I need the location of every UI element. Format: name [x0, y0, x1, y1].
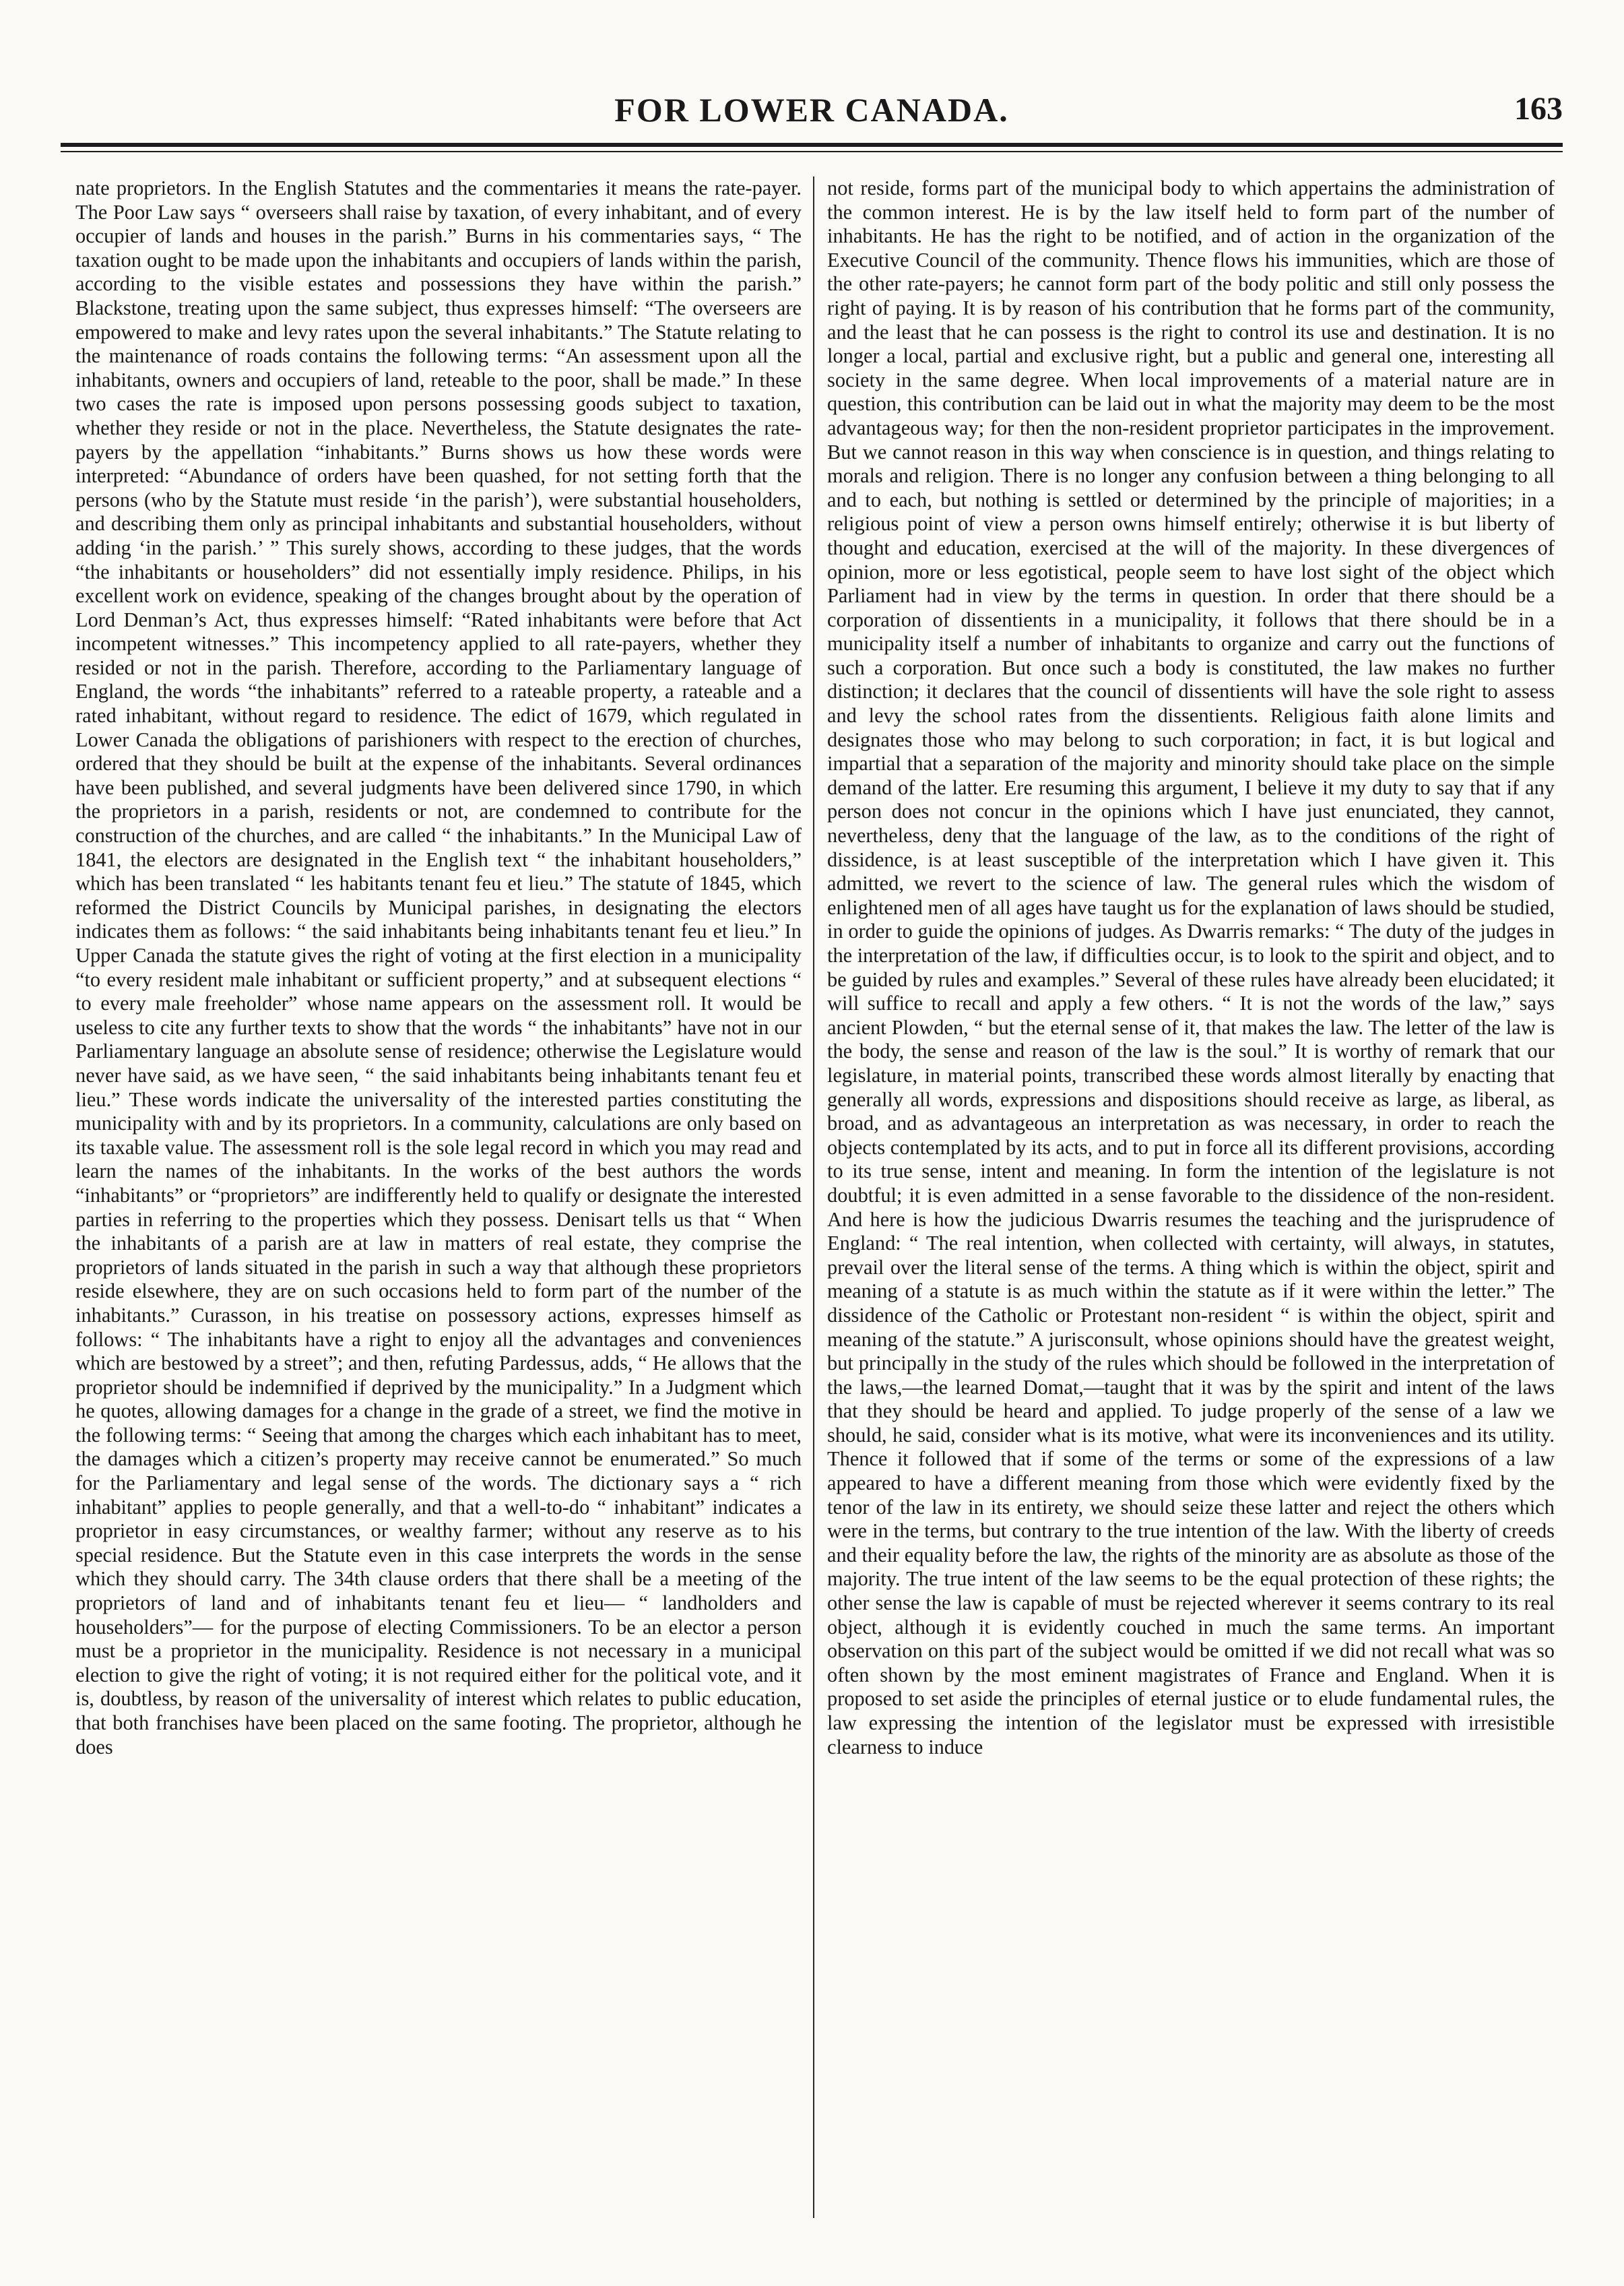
page-header — [61, 86, 1563, 147]
header-rule-thick — [61, 143, 1563, 147]
column-divider — [813, 177, 814, 2218]
running-title: FOR LOWER CANADA. — [614, 91, 1009, 129]
left-column-text: nate proprietors. In the English Statutes and the commentaries it means the rate-payer. The Poor Law says “ overseers shall raise by taxation, of every inhabitant, and of every occupier of lands and houses in the parish.” Burns in his commentaries says, “ The taxation ought to be made upon the inhabitants and occupiers of lands within the parish, according to the visible estates and possessions they have within the parish.” Blackstone, treating upon the same subject, thus expresses himself: “The overseers are empowered to make and levy rates upon the several inhabitants.” The Statute relating to the maintenance of roads contains the following terms: “An assessment upon all the inhabitants, owners and occupiers of land, reteable to the poor, shall be made.” In these two cases the rate is imposed upon persons possessing goods subject to taxation, whether they reside or not in the place. Nevertheless, the Statute designates the rate-payers by the appellation “inhabitants.” Burns shows us how these words were interpreted: “Abundance of orders have been quashed, for not setting forth that the persons (who by the Statute must reside ‘in the parish’), were substantial householders, and describing them only as principal inhabitants and substantial householders, without adding ‘in the parish.’ ” This surely shows, according to these judges, that the words “the inhabitants or householders” did not essentially imply residence. Philips, in his excellent work on evidence, speaking of the changes brought about by the operation of Lord Denman’s Act, thus expresses himself: “Rated inhabitants were before that Act incompetent witnesses.” This incompetency applied to all rate-payers, whether they resided or not in the parish. Therefore, according to the Parliamentary language of England, the words “the inhabitants” referred to a rateable property, a rateable and a rated inhabitant, without regard to residence. The edict of 1679, which regulated in Lower Canada the obligations of parishioners with respect to the erection of churches, ordered that they should be built at the expense of the inhabitants. Several ordinances have been published, and several judgments have been delivered since 1790, in which the proprietors in a parish, residents or not, are condemned to contribute for the construction of the churches, and are called “ the inhabitants.” In the Municipal Law of 1841, the electors are designated in the English text “ the inhabitant householders,” which has been translated “ les habitants tenant feu et lieu.” The statute of 1845, which reformed the District Councils by Municipal parishes, in designating the electors indicates them as follows: “ the said inhabitants being inhabitants tenant feu et lieu.” In Upper Canada the statute gives the right of voting at the first election in a municipality “to every resident male inhabitant or sufficient property,” and at subsequent elections “ to every male freeholder” whose name appears on the assessment roll. It would be useless to cite any further texts to show that the words “ the inhabitants” have not in our Parliamentary language an absolute sense of residence; otherwise the Legislature would never have said, as we have seen, “ the said inhabitants being inhabitants tenant feu et lieu.” These words indicate the universality of the interested parties constituting the municipality with and by its proprietors. In a community, calculations are only based on its taxable value. The assessment roll is the sole legal record in which you may read and learn the names of the inhabitants. In the works of the best authors the words “inhabitants” or “proprietors” are indifferently held to qualify or designate the interested parties in referring to the properties which they possess. Denisart tells us that “ When the inhabitants of a parish are at law in matters of real estate, they comprise the proprietors of lands situated in the parish in such a way that although these proprietors reside elsewhere, they are on such occasions held to form part of the number of the inhabitants.” Curasson, in his treatise on possessory actions, expresses himself as follows: “ The inhabitants have a right to enjoy all the advantages and conveniences which are bestowed by a street”; and then, refuting Pardessus, adds, “ He allows that the proprietor should be indemnified if deprived by the municipality.” In a Judgment which he quotes, allowing damages for a change in the grade of a street, we find the motive in the following terms: “ Seeing that among the charges which each inhabitant has to meet, the damages which a citizen’s property may receive cannot be enumerated.” So much for the Parliamentary and legal sense of the words. The dictionary says a “ rich inhabitant” applies to people generally, and that a well-to-do “ inhabitant” indicates a proprietor in easy circumstances, or wealthy farmer; without any reserve as to his special residence. But the Statute even in this case interprets the words in the sense which they should carry. The 34th clause orders that there shall be a meeting of the proprietors of land and of inhabitants tenant feu et lieu— “ landholders and householders”— for the purpose of electing Commissioners. To be an elector a person must be a proprietor in the municipality. Residence is not necessary in a municipal election to give the right of voting; it is not required either for the political vote, and it is, doubtless, by reason of the universality of interest which relates to public education, that both franchises have been placed on the same footing. The proprietor, although he does — [75, 177, 802, 1758]
right-column — [827, 177, 1555, 2225]
page-number: 163 — [1514, 91, 1563, 127]
header-rule-thin — [61, 151, 1563, 152]
right-column-text: not reside, forms part of the municipal body to which appertains the administration of the common interest. He is by the law itself held to form part of the number of inhabitants. He has the right to be notified, and of action in the organization of the Executive Council of the community. Thence flows his immunities, which are those of the other rate-payers; he cannot form part of the body politic and still only possess the right of paying. It is by reason of his contribution that he forms part of the community, and the least that he can possess is the right to control its use and destination. It is no longer a local, partial and exclusive right, but a public and general one, interesting all society in the same degree. When local improvements of a material nature are in question, this contribution can be laid out in what the majority may deem to be the most advantageous way; for then the non-resident proprietor participates in the improvement. But we cannot reason in this way when conscience is in question, and things relating to morals and religion. There is no longer any confusion between a thing belonging to all and to each, but nothing is settled or determined by the principle of majorities; in a religious point of view a person owns himself entirely; otherwise it is but liberty of thought and education, exercised at the will of the majority. In these divergences of opinion, more or less egotistical, people seem to have lost sight of the object which Parliament had in view by the terms in question. In order that there should be a corporation of dissentients in a municipality, it follows that there should be in a municipality itself a number of inhabitants to organize and carry out the functions of such a corporation. But once such a body is constituted, the law makes no further distinction; it declares that the council of dissentients will have the sole right to assess and levy the school rates from the dissentients. Religious faith alone limits and designates those who may belong to such corporation; in fact, it is but logical and impartial that a separation of the majority and minority should take place on the simple demand of the latter. Ere resuming this argument, I believe it my duty to say that if any person does not concur in the opinions which I have just enunciated, they cannot, nevertheless, deny that the language of the law, as to the conditions of the right of dissidence, is at least susceptible of the interpretation which I have given it. This admitted, we revert to the science of law. The general rules which the wisdom of enlightened men of all ages have taught us for the explanation of laws should be studied, in order to guide the opinions of judges. As Dwarris remarks: “ The duty of the judges in the interpretation of the law, if difficulties occur, is to look to the spirit and object, and to be guided by rules and examples.” Several of these rules have already been elucidated; it will suffice to recall and apply a few others. “ It is not the words of the law,” says ancient Plowden, “ but the eternal sense of it, that makes the law. The letter of the law is the body, the sense and reason of the law is the soul.” It is worthy of remark that our legislature, in material points, transcribed these words almost literally by enacting that generally all words, expressions and dispositions should receive as large, as liberal, as broad, and as advantageous an interpretation as was necessary, in order to reach the objects contemplated by its acts, and to put in force all its different provisions, according to its true sense, intent and meaning. In form the intention of the legislature is not doubtful; it is even admitted in a sense favorable to the dissidence of the non-resident. And here is how the judicious Dwarris resumes the teaching and the jurisprudence of England: “ The real intention, when collected with certainty, will always, in statutes, prevail over the literal sense of the terms. A thing which is within the object, spirit and meaning of a statute is as much within the statute as if it were within the letter.” The dissidence of the Catholic or Protestant non-resident “ is within the object, spirit and meaning of the statute.” A jurisconsult, whose opinions should have the greatest weight, but principally in the study of the rules which should be followed in the interpretation of the laws,—the learned Domat,—taught that it was by the spirit and intent of the laws that they should be heard and applied. To judge properly of the sense of a law we should, he said, consider what is its motive, what were its inconveniences and its utility. Thence it followed that if some of the terms or some of the expressions of a law appeared to have a different meaning from those which were evidently fixed by the tenor of the law in its entirety, we should seize these latter and reject the others which were in the terms, but contrary to the true intention of the law. With the liberty of creeds and their equality before the law, the rights of the minority are as absolute as those of the majority. The true intent of the law seems to be the equal protection of these rights; the other sense the law is capable of must be rejected wherever it seems contrary to its real object, although it is evidently couched in much the same terms. An important observation on this part of the subject would be omitted if we did not recall what was so often shown by the most eminent magistrates of France and England. When it is proposed to set aside the principles of eternal justice or to elude fundamental rules, the law expressing the intention of the legislator must be expressed with irresistible clearness to induce — [827, 177, 1555, 1758]
left-column — [75, 177, 802, 2225]
